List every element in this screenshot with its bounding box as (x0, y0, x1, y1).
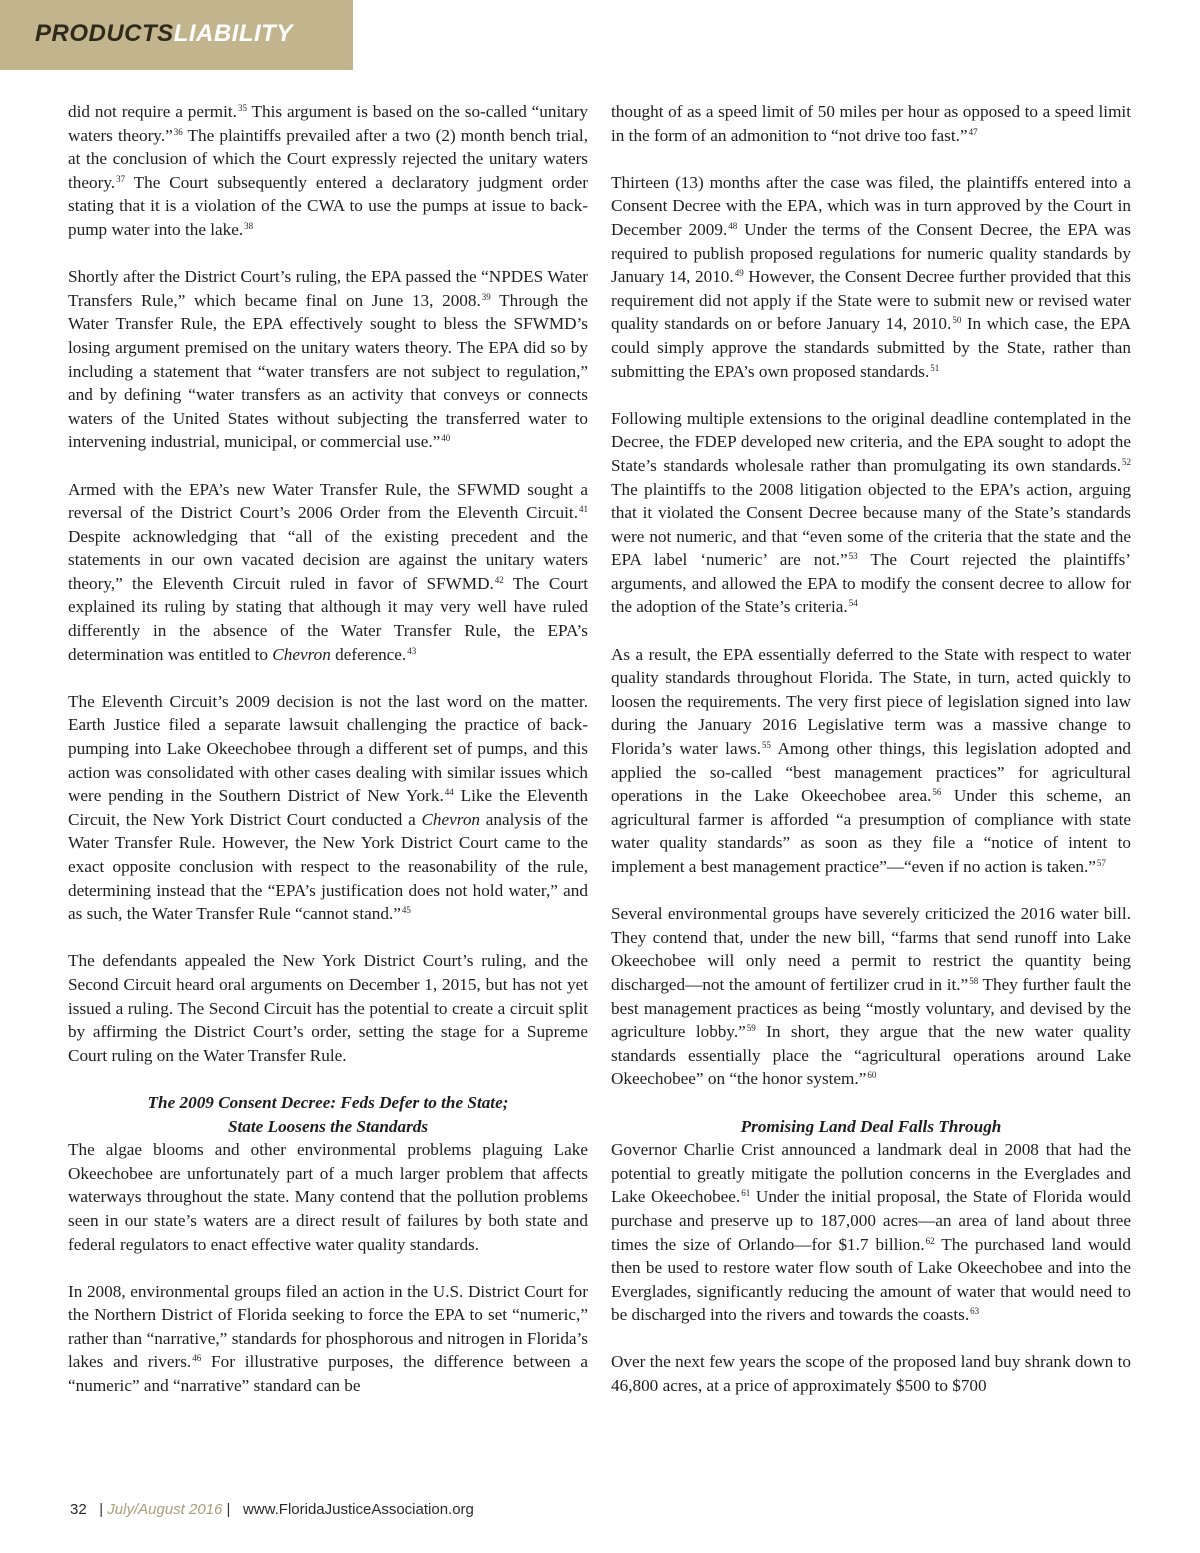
paragraph (611, 407, 1131, 619)
text: Several environmental groups have severely criticized the 2016 water bill. They contend that, under the new bill, “farms that send runoff into Lake Okeechobee will only need a permit to restrict the quantity being discharged—not the amount of fertilizer crud in it.” (611, 904, 1131, 994)
footnote-ref: 51 (930, 362, 940, 373)
footnote-ref: 63 (970, 1306, 980, 1317)
text: Governor Charlie Crist announced a landmark deal in 2008 that had the potential to greatly mitigate the pollution concerns in the Everglades and Lake Okeechobee. (611, 1140, 1131, 1207)
text: Through the Water Transfer Rule, the EPA effectively sought to bless the SFWMD’s losing argument premised on the unitary waters theory. The EPA did so by including a statement that “water transfers are not subject to regulation,” and by defining “water transfers as an activity that conveys or connects waters of the United States without subjecting the transferred water to intervening industrial, municipal, or commercial use.” (68, 290, 588, 452)
paragraph (68, 1138, 588, 1256)
text: The Eleventh Circuit’s 2009 decision is not the last word on the matter. Earth Justice filed a separate lawsuit challenging the practice of back-pumping into Lake Okeechobee through a different set of pumps, and this action was consolidated with other cases dealing with similar issues which were pending in the Southern District of New York. (68, 691, 588, 806)
heading-line: State Loosens the Standards (227, 1116, 429, 1136)
case-name: Chevron (272, 644, 331, 664)
text: Under this scheme, an agricultural farmer is afforded “a presumption of compliance with state water quality standards” as soon as they file a “notice of intent to implement a best management practice”—“even if no action is taken.” (611, 786, 1131, 876)
footnote-ref: 39 (481, 291, 491, 302)
issue-date: July/August 2016 (107, 1501, 223, 1518)
text: Armed with the EPA’s new Water Transfer Rule, the SFWMD sought a reversal of the District Court’s 2006 Order from the Eleventh Circuit. (68, 479, 588, 523)
text: Following multiple extensions to the original deadline contemplated in the Decree, the FDEP developed new criteria, and the EPA sought to adopt the State’s standards wholesale rather than promulgating its own standards. (611, 408, 1131, 475)
section-heading-land-deal: Promising Land Deal Falls Through (740, 1116, 1002, 1136)
text: The plaintiffs prevailed after a two (2) month bench trial, at the conclusion of which the Court expressly rejected the unitary waters theory. (68, 125, 589, 192)
text: The defendants appealed the New York District Court’s ruling, and the Second Circuit heard oral arguments on December 1, 2015, but has not yet issued a ruling. The Second Circuit has the potential to create a circuit split by affirming the District Court’s order, setting the stage for a Supreme Court ruling on the Water Transfer Rule. (68, 951, 588, 1065)
footnote-ref: 46 (192, 1353, 202, 1364)
text: In which case, the EPA could simply approve the standards submitted by the State, rather than submitting the EPA’s own proposed standards. (611, 314, 1131, 381)
text: The plaintiffs to the 2008 litigation objected to the EPA’s action, arguing that it violated the Consent Decree because many of the State’s standards were not numeric, and that “even some of the criteria that the state and the EPA label ‘numeric’ are not.” (611, 479, 1131, 570)
case-name: Chevron (421, 809, 481, 829)
paragraph (611, 1138, 1131, 1327)
text: Thirteen (13) months after the case was filed, the plaintiffs entered into a Consent Decree with the EPA, which was in turn approved by the Court in December 2009. (611, 172, 1131, 239)
text: In 2008, environmental groups filed an action in the U.S. District Court for the Northern District of Florida seeking to force the EPA to set “numeric,” rather than “narrative,” standards for phosphorous and nitrogen in Florida’s lakes and rivers. (68, 1281, 588, 1372)
section-label-products: PRODUCTS (35, 20, 174, 47)
paragraph (68, 100, 588, 242)
footnote-ref: 47 (968, 126, 978, 137)
text: Under the terms of the Consent Decree, the EPA was required to publish proposed regulations for numeric quality standards by January 14, 2010. (611, 219, 1131, 287)
paragraph (611, 100, 1131, 147)
heading-line: The 2009 Consent Decree: Feds Defer to the State; (147, 1092, 509, 1112)
text: The algae blooms and other environmental problems plaguing Lake Okeechobee are unfortunately part of a much larger problem that affects waterways throughout the state. Many contend that the pollution problems seen in our state’s waters are a direct result of failures by both state and federal regulators to enact effective water quality standards. (68, 1140, 588, 1254)
section-label (35, 20, 293, 48)
footnote-ref: 40 (441, 433, 451, 444)
section-heading-consent-decree (68, 1091, 588, 1138)
text: In short, they argue that the new water quality standards essentially place the “agricultural operations around Lake Okeechobee” on “the honor system.” (611, 1022, 1132, 1089)
footnote-ref: 56 (932, 787, 942, 798)
text: did not require a permit. (68, 102, 237, 121)
footnote-ref: 48 (728, 220, 738, 231)
footnote-ref: 44 (444, 787, 454, 798)
text: As a result, the EPA essentially deferred to the State with respect to water quality standards throughout Florida. The State, in turn, acted quickly to loosen the requirements. The very first piece of legislation signed into law during the January 2016 Legislative term was a massive change to Florida’s water laws. (611, 644, 1131, 759)
footnote-ref: 55 (761, 740, 771, 751)
footnote-ref: 61 (741, 1188, 751, 1199)
text: Among other things, this legislation adopted and applied the so-called “best management practices” for agricultural operations in the Lake Okeechobee area. (611, 739, 1132, 806)
page-footer (70, 1501, 474, 1518)
footnote-ref: 59 (746, 1023, 756, 1034)
page-number: 32 (70, 1501, 87, 1518)
section-banner (0, 0, 353, 70)
left-column (68, 100, 588, 1398)
right-column (611, 100, 1131, 1398)
text: Shortly after the District Court’s ruling, the EPA passed the “NPDES Water Transfers Rule,” which became final on June 13, 2008. (68, 267, 588, 310)
paragraph (611, 643, 1131, 879)
footnote-ref: 62 (925, 1235, 935, 1246)
text: This argument is based on the so-called “unitary waters theory.” (68, 102, 588, 145)
footnote-ref: 43 (407, 645, 417, 656)
footnote-ref: 37 (116, 173, 126, 184)
footnote-ref: 57 (1096, 858, 1106, 868)
paragraph (68, 1280, 588, 1398)
text: Under the initial proposal, the State of Florida would purchase and preserve up to 187,000 acres—an area of land about three times the size of Orlando—for $1.7 billion. (611, 1187, 1132, 1254)
text: Over the next few years the scope of the proposed land buy shrank down to 46,800 acres, at a price of approximately $500 to $700 (611, 1352, 1131, 1396)
footnote-ref: 50 (952, 315, 962, 326)
footnote-ref: 49 (734, 268, 744, 279)
text: The Court subsequently entered a declaratory judgment order stating that it is a violation of the CWA to use the pumps at issue to back-pump water into the lake. (68, 172, 588, 239)
paragraph (68, 478, 588, 667)
text: For illustrative purposes, the difference between a “numeric” and “narrative” standard can be (68, 1352, 589, 1396)
paragraph (68, 265, 588, 454)
section-label-liability: LIABILITY (173, 20, 293, 47)
footnote-ref: 60 (867, 1070, 877, 1081)
website-link[interactable]: www.FloridaJusticeAssociation.org (242, 1501, 474, 1518)
paragraph (68, 949, 588, 1067)
text: deference. (330, 644, 407, 664)
footnote-ref: 38 (244, 220, 254, 231)
text: They further fault the best management practices as being “mostly voluntary, and devised by the agriculture lobby.” (611, 974, 1132, 1042)
footer-separator: | (99, 1501, 104, 1518)
paragraph (611, 902, 1131, 1091)
footnote-ref: 58 (969, 975, 979, 986)
text: The purchased land would then be used to restore water flow south of Lake Okeechobee and into the Everglades, significantly reducing the amount of water that would need to be discharged into the rivers and towards the coasts. (611, 1234, 1131, 1325)
footnote-ref: 52 (1122, 456, 1131, 467)
text: Despite acknowledging that “all of the existing precedent and the statements in our own vacated decision are against the unitary waters theory,” the Eleventh Circuit ruled in favor of SFWMD. (68, 526, 588, 593)
text: The Court rejected the plaintiffs’ arguments, and allowed the EPA to modify the consent decree to allow for the adoption of the State’s criteria. (611, 550, 1131, 617)
footnote-ref: 42 (494, 574, 504, 585)
footnote-ref: 54 (848, 598, 858, 609)
paragraph (611, 1350, 1131, 1397)
footer-separator: | (226, 1501, 231, 1518)
footnote-ref: 45 (401, 905, 411, 916)
footnote-ref: 35 (237, 103, 247, 113)
text: thought of as a speed limit of 50 miles per hour as opposed to a speed limit in the form of an admonition to “not drive too fast.” (611, 102, 1131, 145)
footnote-ref: 53 (848, 551, 858, 562)
paragraph (611, 171, 1131, 383)
text: The Court explained its ruling by stating that although it may very well have ruled differently in the absence of the Water Transfer Rule, the EPA’s determination was entitled to (68, 573, 589, 664)
footnote-ref: 41 (579, 504, 588, 515)
text: analysis of the Water Transfer Rule. However, the New York District Court came to the exact opposite conclusion with respect to the reasonability of the rule, determining instead that the “EPA’s justification does not hold water,” and as such, the Water Transfer Rule “cannot stand.” (68, 809, 588, 924)
paragraph (68, 690, 588, 926)
footnote-ref: 36 (173, 126, 183, 137)
text: However, the Consent Decree further provided that this requirement did not apply if the State were to submit new or revised water quality standards on or before January 14, 2010. (611, 267, 1132, 334)
text: Like the Eleventh Circuit, the New York District Court conducted a (68, 786, 588, 829)
